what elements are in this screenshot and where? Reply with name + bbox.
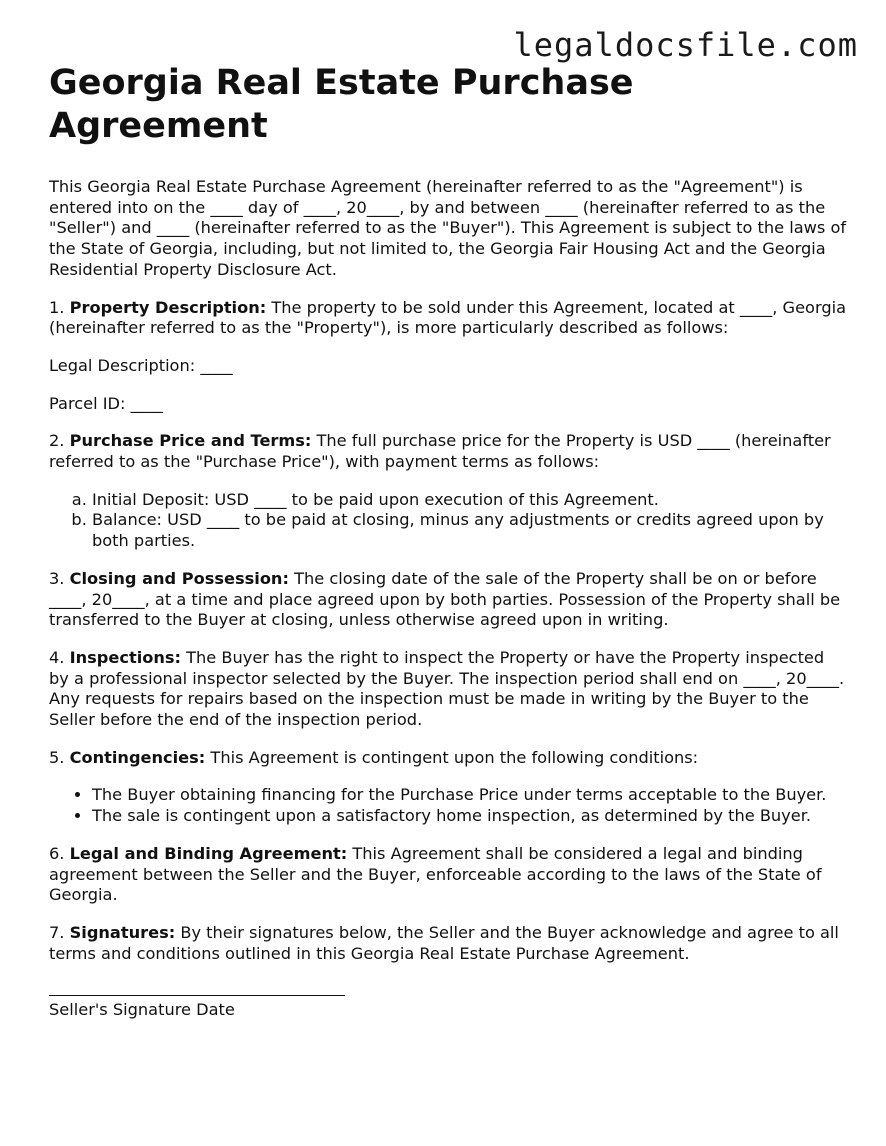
section-inspections bbox=[49, 648, 849, 731]
intro-paragraph: This Georgia Real Estate Purchase Agreement (hereinafter referred to as the "Agreement") is entered into on the ____ day of ____, 20____, by and between ____ (hereinafter referred to as the "Seller") and ____ (hereinafter referred to as the "Buyer"). This Agreement is subject to the laws of the State of Georgia, including, but not limited to, the Georgia Fair Housing Act and the Georgia Residential Property Disclosure Act. bbox=[49, 177, 847, 279]
section-text: This Agreement shall be considered a legal and binding agreement between the Seller and the Buyer, enforceable according to the laws of the State of Georgia. bbox=[49, 843, 822, 905]
section-number: 3. bbox=[49, 568, 65, 588]
parcel-id-line: Parcel ID: ____ bbox=[49, 393, 163, 413]
payment-terms-list bbox=[49, 490, 849, 552]
section-heading: Property Description: bbox=[69, 297, 267, 317]
section-text: The Buyer has the right to inspect the Property or have the Property inspected by a professional inspector selected by the Buyer. The inspection period shall end on ____, 20____. Any requests for repairs based on the inspection must be made in writing by the Buyer to the Seller before the end of the inspection period. bbox=[49, 647, 845, 730]
document-title: Georgia Real Estate Purchase Agreement bbox=[49, 63, 634, 146]
section-closing-possession bbox=[49, 569, 849, 631]
section-signatures bbox=[49, 923, 849, 964]
section-number: 6. bbox=[49, 843, 65, 863]
section-legal-binding bbox=[49, 844, 849, 906]
section-text: By their signatures below, the Seller and the Buyer acknowledge and agree to all terms and conditions outlined in this Georgia Real Estate Purchase Agreement. bbox=[49, 922, 839, 963]
watermark-text: legaldocsfile.com bbox=[513, 26, 858, 64]
section-text: The full purchase price for the Property is USD ____ (hereinafter referred to as the "Purchase Price"), with payment terms as follows: bbox=[49, 431, 831, 472]
section-number: 5. bbox=[49, 747, 65, 767]
seller-signature-label: Seller's Signature Date bbox=[49, 1000, 235, 1020]
section-number: 2. bbox=[49, 431, 65, 451]
section-contingencies bbox=[49, 748, 849, 769]
section-heading: Legal and Binding Agreement: bbox=[69, 843, 348, 863]
section-heading: Contingencies: bbox=[69, 747, 206, 767]
section-property-description bbox=[49, 298, 849, 339]
legal-description-line: Legal Description: ____ bbox=[49, 355, 233, 375]
section-number: 4. bbox=[49, 647, 65, 667]
section-text: This Agreement is contingent upon the following conditions: bbox=[205, 747, 699, 767]
list-item: b. Balance: USD ____ to be paid at closing, minus any adjustments or credits agreed upon by both parties. bbox=[92, 510, 849, 551]
seller-signature-line[interactable] bbox=[49, 994, 345, 996]
section-heading: Closing and Possession: bbox=[69, 568, 289, 588]
section-heading: Purchase Price and Terms: bbox=[69, 431, 312, 451]
list-item: • The sale is contingent upon a satisfactory home inspection, as determined by the Buyer. bbox=[92, 806, 849, 827]
section-text: The closing date of the sale of the Property shall be on or before ____, 20____, at a time and place agreed upon by both parties. Possession of the Property shall be transferred to the Buyer at closing, unless otherwise agreed upon in writing. bbox=[49, 568, 841, 630]
section-text: The property to be sold under this Agreement, located at ____, Georgia (hereinafter referred to as the "Property"), is more particularly described as follows: bbox=[49, 297, 847, 338]
list-item: a. Initial Deposit: USD ____ to be paid upon execution of this Agreement. bbox=[92, 490, 849, 511]
section-purchase-price bbox=[49, 431, 849, 472]
section-heading: Signatures: bbox=[69, 922, 176, 942]
section-number: 1. bbox=[49, 297, 65, 317]
section-number: 7. bbox=[49, 922, 65, 942]
document-page bbox=[49, 62, 849, 1020]
list-item: • The Buyer obtaining financing for the Purchase Price under terms acceptable to the Buyer. bbox=[92, 785, 849, 806]
section-heading: Inspections: bbox=[69, 647, 181, 667]
contingencies-list bbox=[49, 785, 849, 826]
